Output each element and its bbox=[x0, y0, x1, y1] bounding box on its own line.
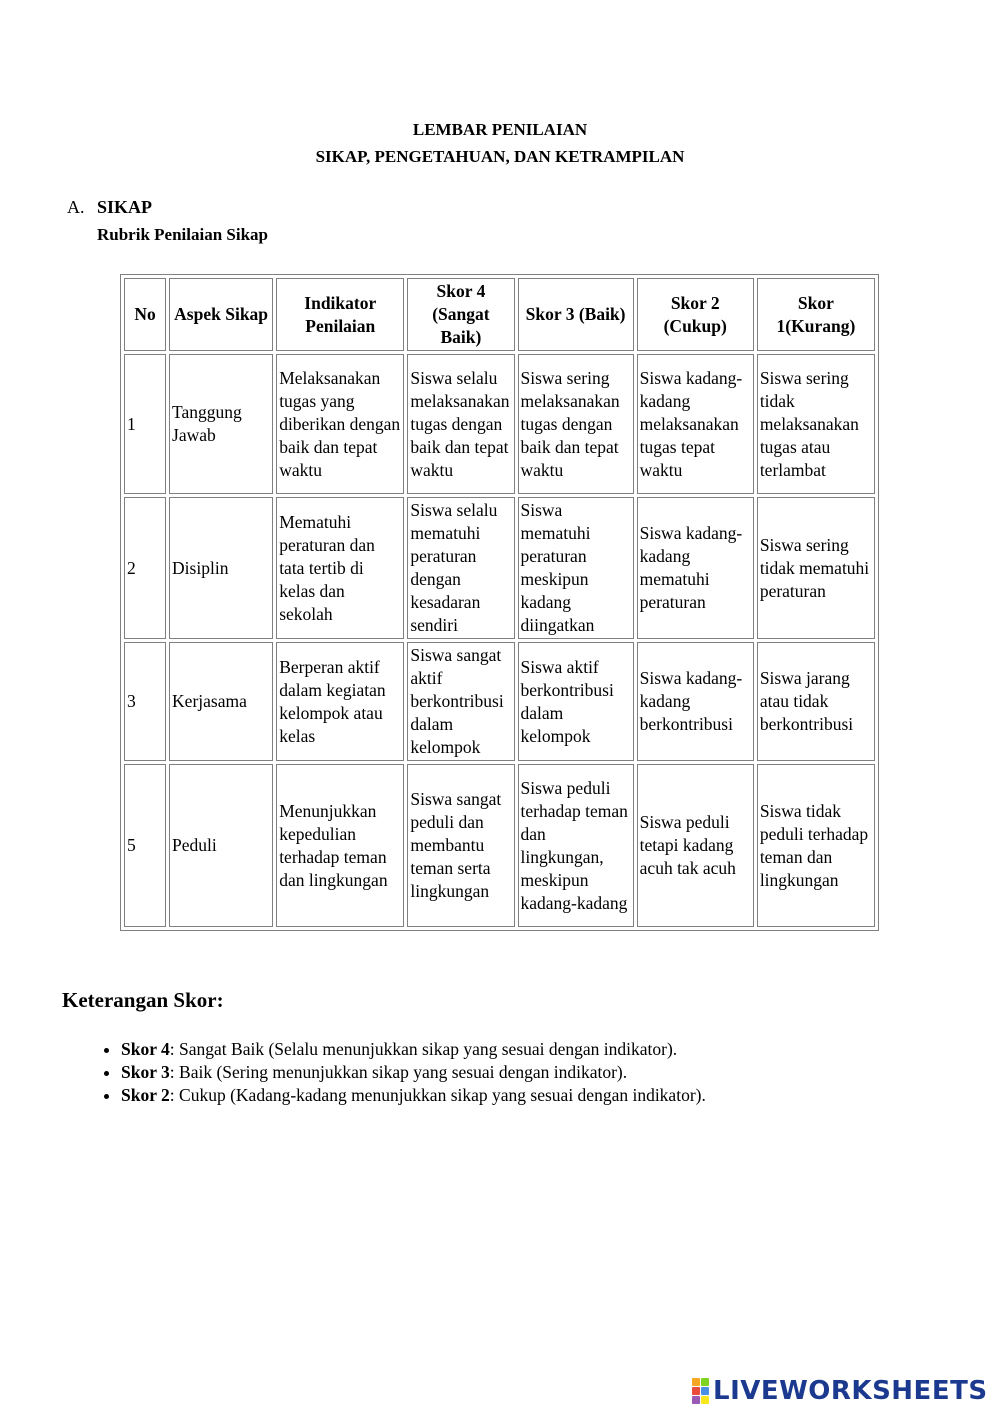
section-letter: A. bbox=[67, 197, 85, 217]
cell-no: 5 bbox=[124, 764, 166, 927]
logo-square bbox=[692, 1378, 700, 1386]
cell-aspek: Peduli bbox=[169, 764, 273, 927]
cell-skor-2: Siswa kadang-kadang mematuhi peraturan bbox=[637, 497, 754, 639]
cell-skor-3: Siswa sering melaksanakan tugas dengan baik dan tepat waktu bbox=[518, 354, 634, 494]
header-skor-4: Skor 4 (Sangat Baik) bbox=[407, 278, 514, 351]
logo-square bbox=[701, 1387, 709, 1395]
cell-skor-2: Siswa kadang-kadang melaksanakan tugas tepat waktu bbox=[637, 354, 754, 494]
list-item bbox=[121, 1061, 706, 1084]
header-aspek: Aspek Sikap bbox=[169, 278, 273, 351]
cell-skor-2: Siswa peduli tetapi kadang acuh tak acuh bbox=[637, 764, 754, 927]
cell-indikator: Berperan aktif dalam kegiatan kelompok atau kelas bbox=[276, 642, 404, 761]
brand-name: LIVEWORKSHEETS bbox=[713, 1376, 988, 1406]
table-row bbox=[124, 354, 875, 494]
cell-skor-3: Siswa peduli terhadap teman dan lingkungan, meskipun kadang-kadang bbox=[518, 764, 634, 927]
keterangan-title: Keterangan Skor: bbox=[62, 988, 224, 1012]
cell-no: 1 bbox=[124, 354, 166, 494]
section-heading bbox=[67, 195, 152, 219]
cell-skor-3: Siswa mematuhi peraturan meskipun kadang diingatkan bbox=[518, 497, 634, 639]
cell-skor-1: Siswa jarang atau tidak berkontribusi bbox=[757, 642, 875, 761]
skor-label: Skor 3 bbox=[121, 1062, 170, 1082]
cell-aspek: Disiplin bbox=[169, 497, 273, 639]
cell-skor-3: Siswa aktif berkontribusi dalam kelompok bbox=[518, 642, 634, 761]
cell-aspek: Kerjasama bbox=[169, 642, 273, 761]
cell-skor-4: Siswa selalu melaksanakan tugas dengan baik dan tepat waktu bbox=[407, 354, 514, 494]
table-row bbox=[124, 764, 875, 927]
title-line-2: SIKAP, PENGETAHUAN, DAN KETRAMPILAN bbox=[315, 147, 685, 166]
header-skor-2: Skor 2 (Cukup) bbox=[637, 278, 754, 351]
list-item bbox=[121, 1084, 706, 1107]
rubric-table bbox=[120, 274, 879, 931]
cell-no: 3 bbox=[124, 642, 166, 761]
cell-skor-2: Siswa kadang-kadang berkontribusi bbox=[637, 642, 754, 761]
cell-indikator: Menunjukkan kepedulian terhadap teman dan lingkungan bbox=[276, 764, 404, 927]
logo-square bbox=[692, 1396, 700, 1404]
cell-skor-1: Siswa tidak peduli terhadap teman dan lingkungan bbox=[757, 764, 875, 927]
skor-label: Skor 4 bbox=[121, 1039, 170, 1059]
section-name: SIKAP bbox=[97, 197, 153, 217]
skor-description: : Sangat Baik (Selalu menunjukkan sikap yang sesuai dengan indikator). bbox=[169, 1039, 678, 1059]
liveworksheets-logo-icon bbox=[692, 1378, 709, 1404]
section-subtitle: Rubrik Penilaian Sikap bbox=[97, 225, 269, 244]
keterangan-list bbox=[62, 1038, 706, 1107]
cell-skor-1: Siswa sering tidak melaksanakan tugas atau terlambat bbox=[757, 354, 875, 494]
table-header-row bbox=[124, 278, 875, 351]
title-line-1: LEMBAR PENILAIAN bbox=[412, 120, 588, 139]
header-skor-3: Skor 3 (Baik) bbox=[518, 278, 634, 351]
logo-square bbox=[701, 1378, 709, 1386]
cell-skor-1: Siswa sering tidak mematuhi peraturan bbox=[757, 497, 875, 639]
table-row bbox=[124, 497, 875, 639]
document-title bbox=[0, 116, 1000, 170]
logo-square bbox=[692, 1387, 700, 1395]
header-skor-1: Skor 1(Kurang) bbox=[757, 278, 875, 351]
skor-label: Skor 2 bbox=[121, 1085, 170, 1105]
cell-skor-4: Siswa selalu mematuhi peraturan dengan kesadaran sendiri bbox=[407, 497, 514, 639]
skor-description: : Baik (Sering menunjukkan sikap yang sesuai dengan indikator). bbox=[169, 1062, 628, 1082]
header-indikator: Indikator Penilaian bbox=[276, 278, 404, 351]
cell-skor-4: Siswa sangat aktif berkontribusi dalam kelompok bbox=[407, 642, 514, 761]
table-row bbox=[124, 642, 875, 761]
logo-square bbox=[701, 1396, 709, 1404]
header-no: No bbox=[124, 278, 166, 351]
cell-indikator: Melaksanakan tugas yang diberikan dengan baik dan tepat waktu bbox=[276, 354, 404, 494]
cell-no: 2 bbox=[124, 497, 166, 639]
cell-aspek: Tanggung Jawab bbox=[169, 354, 273, 494]
skor-description: : Cukup (Kadang-kadang menunjukkan sikap yang sesuai dengan indikator). bbox=[169, 1085, 706, 1105]
liveworksheets-brand[interactable] bbox=[692, 1376, 988, 1406]
cell-indikator: Mematuhi peraturan dan tata tertib di kelas dan sekolah bbox=[276, 497, 404, 639]
list-item bbox=[121, 1038, 706, 1061]
cell-skor-4: Siswa sangat peduli dan membantu teman serta lingkungan bbox=[407, 764, 514, 927]
